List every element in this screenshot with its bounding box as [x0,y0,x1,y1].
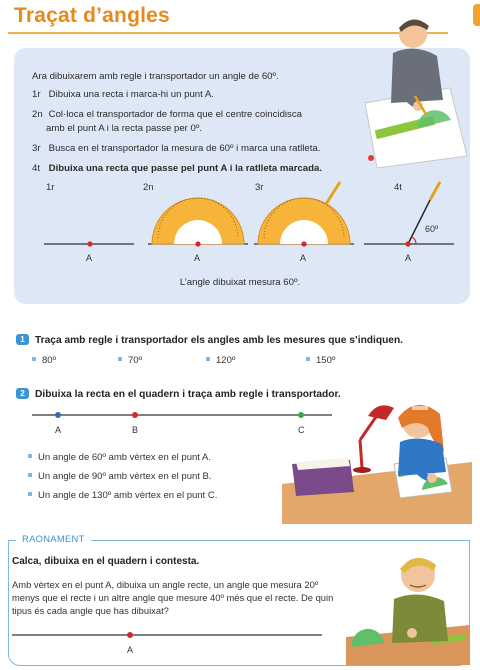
bullet-square [28,492,32,496]
list-item [28,490,217,501]
step-1 [32,88,372,101]
point-b-label: B [132,425,139,435]
step-2-continuation: amb el punt A i la recta passe per 0º. [46,123,203,134]
figure-3-point-label: A [300,253,307,263]
figure-label-2: 2n [143,182,154,193]
angle-value: 150º [316,355,336,366]
bullet-square [32,357,36,361]
reasoning-line [12,630,322,640]
step-number: 2n [32,109,43,120]
reasoning-point-label: A [127,645,134,655]
step-text: Dibuixa una recta i marca-hi un punt A. [48,89,214,100]
student-with-ruler-illustration [355,8,475,168]
intro-text: Ara dibuixarem amb regle i transportador un angle de 60º. [32,71,279,82]
step-number: 4t [32,163,41,174]
bullet-text: Un angle de 130º amb vèrtex en el punt C. [38,490,218,501]
exercise-1-instruction: Traça amb regle i transportador els angles amb les mesures que s’indiquen. [35,335,404,346]
figure-step-1 [44,238,134,248]
boy-thinking-illustration [346,545,470,665]
bullet-square [206,357,210,361]
angle-item [306,355,335,366]
angle-value: 70º [128,355,143,366]
bullet-text: Un angle de 60º amb vèrtex en el punt A. [38,452,211,463]
exercise-1-title [16,334,403,346]
page-title: Traçat d’angles [14,4,170,27]
exercise-number-badge: 2 [16,388,29,399]
figure-label-3: 3r [255,182,264,193]
reasoning-subtitle: Calca, dibuixa en el quadern i contesta. [12,556,200,567]
point-b [132,412,138,418]
exercise-2-instruction: Dibuixa la recta en el quadern i traça amb regle i transportador. [35,389,341,400]
point-c-label: C [298,425,305,435]
exercise-number-badge: 1 [16,334,29,345]
step-text: Busca en el transportador la mesura de 60º i marca una ratlleta. [48,143,321,154]
girl-at-desk-illustration [282,392,472,524]
step-text: Col·loca el transportador de forma que el centre coincidisca [48,109,302,120]
figure-step-3-protractor [254,180,354,248]
reasoning-text: Amb vèrtex en el punt A, dibuixa un angle recte, un angle que mesura 20º menys que el recte i un altre angle que mesure 40º més que el recte. De quin tipus és cada angle que has dibuixat? [12,579,334,616]
point-a-label: A [55,425,62,435]
angle-item [118,355,142,366]
point-a [55,412,61,418]
list-item [28,471,212,482]
step-3 [32,142,372,155]
figure-4-point-label: A [405,253,412,263]
angle-item [206,355,235,366]
step-2 [32,108,372,121]
bullet-square [118,357,122,361]
angle-item [32,355,56,366]
angle-measure-label: 60º [425,224,439,234]
bullet-square [28,473,32,477]
bullet-square [306,357,310,361]
bullet-text: Un angle de 90º amb vèrtex en el punt B. [38,471,212,482]
step-text: Dibuixa una recta que passe pel punt A i la ratlleta marcada. [48,163,323,174]
step-4 [32,162,392,175]
figure-2-point-label: A [194,253,201,263]
figure-step-4-angle [364,180,454,248]
step-number: 1r [32,89,41,100]
figure-label-1: 1r [46,182,55,193]
step-number: 3r [32,143,41,154]
list-item [28,452,211,463]
figure-step-2-protractor [148,198,248,248]
figure-caption: L’angle dibuixat mesura 60º. [179,277,301,288]
angle-value: 80º [42,355,57,366]
reasoning-tag: RAONAMENT [16,533,91,544]
bullet-square [28,454,32,458]
angle-value: 120º [216,355,236,366]
figure-label-4: 4t [394,182,402,193]
figure-1-point-label: A [86,253,93,263]
